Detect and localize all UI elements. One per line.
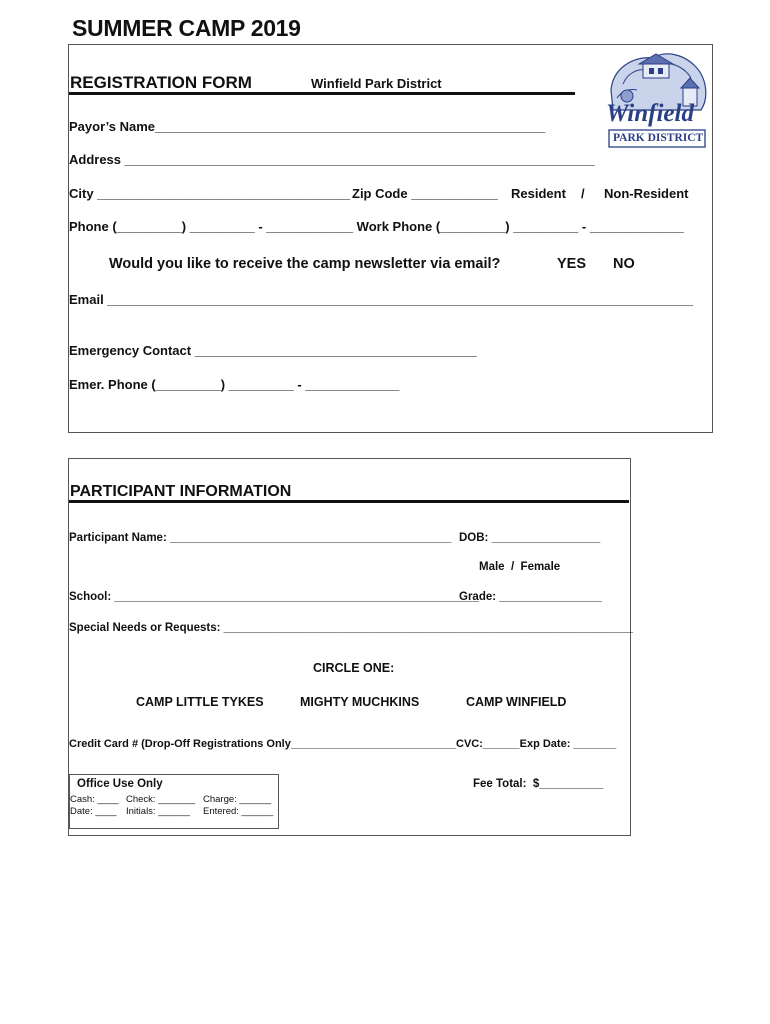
- page-title: SUMMER CAMP 2019: [72, 15, 301, 41]
- camp-winfield-option[interactable]: CAMP WINFIELD: [466, 695, 567, 709]
- heading-rule: [69, 92, 575, 95]
- newsletter-question: Would you like to receive the camp newsletter via email?: [109, 256, 501, 272]
- school-field[interactable]: School: _________________________________________________________: [69, 591, 479, 603]
- payor-field[interactable]: Payor’s Name______________________________________________________: [69, 119, 546, 134]
- newsletter-yes[interactable]: YES: [557, 256, 587, 272]
- circle-one-label: CIRCLE ONE:: [313, 661, 395, 675]
- email-field[interactable]: Email _________________________________________________________________________________: [69, 292, 693, 307]
- logo-word: Winfield: [606, 100, 694, 127]
- office-cash: Cash: ____: [70, 794, 119, 805]
- office-entered: Entered: ______: [203, 806, 274, 817]
- address-field[interactable]: Address _________________________________________________________________: [69, 152, 595, 167]
- newsletter-no[interactable]: NO: [613, 256, 635, 272]
- dob-field[interactable]: DOB: _________________: [459, 532, 601, 544]
- office-initials: Initials: ______: [126, 806, 190, 817]
- phone-field[interactable]: Phone (_________) _________ - ____________ Work Phone (_________) _________ - _____________: [69, 219, 684, 234]
- participant-heading: PARTICIPANT INFORMATION: [70, 483, 292, 500]
- city-field[interactable]: City ___________________________________: [69, 186, 351, 201]
- nonresident-option[interactable]: Non-Resident: [604, 186, 689, 201]
- grade-field[interactable]: Grade: ________________: [459, 591, 602, 603]
- registration-heading: REGISTRATION FORM: [70, 73, 252, 92]
- camp-mighty-muchkins-option[interactable]: MIGHTY MUCHKINS: [300, 695, 420, 709]
- gender-options[interactable]: Male / Female: [479, 561, 561, 573]
- credit-card-field[interactable]: Credit Card # (Drop-Off Registrations Only___________________________CVC:______Exp Date: _______: [69, 738, 617, 750]
- participant-rule: [69, 500, 629, 503]
- office-check: Check: _______: [126, 794, 196, 805]
- resident-option[interactable]: Resident: [511, 186, 566, 201]
- resident-separator: /: [581, 186, 585, 201]
- logo-sub: PARK DISTRICT: [613, 132, 704, 144]
- camp-little-tykes-option[interactable]: CAMP LITTLE TYKES: [136, 695, 264, 709]
- fee-total-field[interactable]: Fee Total: $__________: [473, 778, 604, 790]
- emergency-phone-field[interactable]: Emer. Phone (_________) _________ - _____________: [69, 377, 400, 392]
- office-date: Date: ____: [70, 806, 117, 817]
- emergency-contact-field[interactable]: Emergency Contact _______________________________________: [69, 343, 477, 358]
- office-use-heading: Office Use Only: [77, 778, 163, 790]
- participant-name-field[interactable]: Participant Name: ____________________________________________: [69, 532, 452, 544]
- district-label: Winfield Park District: [311, 76, 442, 91]
- winfield-logo: [603, 48, 711, 150]
- special-needs-field[interactable]: Special Needs or Requests: ________________________________________________________________: [69, 622, 633, 634]
- office-charge: Charge: ______: [203, 794, 272, 805]
- zip-field[interactable]: Zip Code ____________: [352, 186, 498, 201]
